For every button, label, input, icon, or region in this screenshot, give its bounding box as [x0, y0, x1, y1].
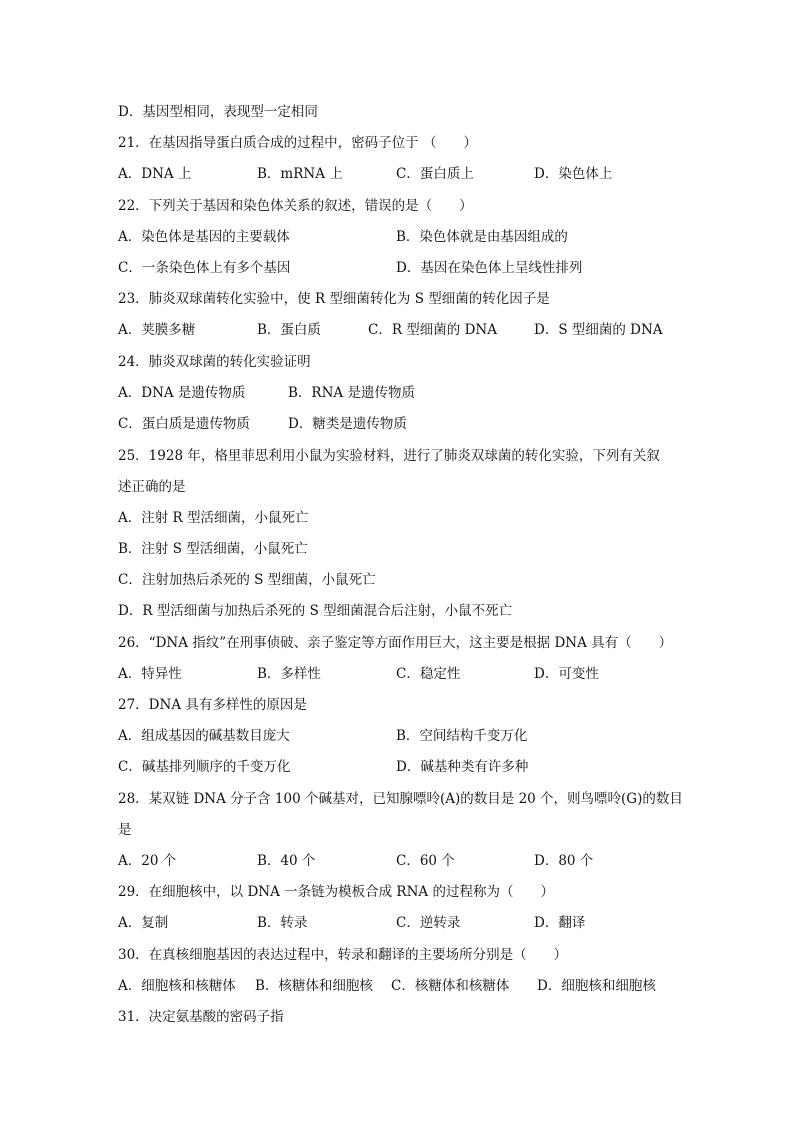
q29-stem: 29．在细胞核中，以 DNA 一条链为模板合成 RNA 的过程称为（ ） — [118, 884, 554, 900]
q25-stem-line2: 述正确的是 — [118, 479, 186, 495]
q23-option-c: C．R 型细菌的 DNA — [368, 322, 497, 338]
q28-option-a: A．20 个 — [118, 853, 177, 869]
q29-option-b: B．转录 — [257, 915, 308, 931]
q22-stem: 22．下列关于基因和染色体关系的叙述，错误的是（ ） — [118, 198, 473, 214]
q27-option-d: D．碱基种类有许多种 — [396, 759, 529, 775]
q29-option-d: D．翻译 — [534, 915, 586, 931]
q24-options-row2 — [118, 414, 518, 434]
q25-option-d: D．R 型活细菌与加热后杀死的 S 型细菌混合后注射，小鼠不死亡 — [118, 603, 513, 619]
q24-options-row1 — [118, 383, 518, 403]
q29-options — [118, 913, 678, 933]
q22-option-b: B．染色体就是由基因组成的 — [396, 229, 568, 245]
q28-option-c: C．60 个 — [396, 853, 455, 869]
q21-option-a: A．DNA 上 — [118, 166, 192, 182]
q22-option-d: D．基因在染色体上呈线性排列 — [396, 260, 583, 276]
q25-option-b: B．注射 S 型活细菌，小鼠死亡 — [118, 541, 308, 557]
q30-option-b: B．核糖体和细胞核 — [255, 978, 373, 994]
q28-stem-line1: 28．某双链 DNA 分子含 100 个碱基对，已知腺嘌呤(A)的数目是 20 个，则鸟嘌呤(G)的数目 — [118, 791, 683, 807]
q30-option-d: D．细胞核和细胞核 — [537, 978, 656, 994]
q27-options-row2 — [118, 757, 678, 777]
q28-stem-line2: 是 — [118, 822, 132, 838]
q21-option-c: C．蛋白质上 — [396, 166, 474, 182]
q27-option-a: A．组成基因的碱基数目庞大 — [118, 728, 290, 744]
q21-option-d: D．染色体上 — [534, 166, 613, 182]
q24-option-a: A．DNA 是遗传物质 — [118, 385, 246, 401]
q22-option-a: A．染色体是基因的主要载体 — [118, 229, 290, 245]
q26-option-b: B．多样性 — [257, 666, 321, 682]
q23-stem: 23．肺炎双球菌转化实验中，使 R 型细菌转化为 S 型细菌的转化因子是 — [118, 291, 550, 307]
q27-stem: 27．DNA 具有多样性的原因是 — [118, 697, 307, 713]
q26-stem: 26．“DNA 指纹”在刑事侦破、亲子鉴定等方面作用巨大，这主要是根据 DNA 具有（ ） — [118, 635, 673, 651]
q30-options — [118, 976, 678, 996]
q28-option-d: D．80 个 — [534, 853, 594, 869]
q30-stem: 30．在真核细胞基因的表达过程中，转录和翻译的主要场所分别是（ ） — [118, 947, 568, 963]
q26-options — [118, 664, 678, 684]
q25-option-c: C．注射加热后杀死的 S 型细菌，小鼠死亡 — [118, 572, 376, 588]
q30-option-c: C．核糖体和核糖体 — [391, 978, 510, 994]
q28-options — [118, 851, 678, 871]
q22-options-row1 — [118, 227, 678, 247]
q23-options — [118, 320, 678, 340]
q26-option-c: C．稳定性 — [396, 666, 461, 682]
q27-option-c: C．碱基排列顺序的千变万化 — [118, 759, 291, 775]
q21-stem: 21．在基因指导蛋白质合成的过程中，密码子位于 （ ） — [118, 135, 477, 151]
q27-options-row1 — [118, 726, 678, 746]
q22-option-c: C．一条染色体上有多个基因 — [118, 260, 291, 276]
q24-stem: 24．肺炎双球菌的转化实验证明 — [118, 354, 311, 370]
q30-option-a: A．细胞核和核糖体 — [118, 978, 236, 994]
q23-option-a: A．荚膜多糖 — [118, 322, 196, 338]
q27-option-b: B．空间结构千变万化 — [396, 728, 528, 744]
q24-option-b: B．RNA 是遗传物质 — [288, 385, 415, 401]
q22-options-row2 — [118, 258, 678, 278]
q26-option-d: D．可变性 — [534, 666, 599, 682]
q20-option-d: D．基因型相同，表现型一定相同 — [118, 104, 318, 120]
q25-option-a: A．注射 R 型活细菌，小鼠死亡 — [118, 510, 309, 526]
q31-stem: 31．决定氨基酸的密码子指 — [118, 1009, 284, 1025]
q29-option-a: A．复制 — [118, 915, 169, 931]
q23-option-b: B．蛋白质 — [257, 322, 321, 338]
q28-option-b: B．40 个 — [257, 853, 316, 869]
q25-stem-line1: 25．1928 年，格里菲思利用小鼠为实验材料，进行了肺炎双球菌的转化实验，下列有关叙 — [118, 448, 660, 464]
q24-option-d: D．糖类是遗传物质 — [288, 416, 407, 432]
q26-option-a: A．特异性 — [118, 666, 182, 682]
q21-option-b: B．mRNA 上 — [257, 166, 343, 182]
q23-option-d: D．S 型细菌的 DNA — [534, 322, 663, 338]
q29-option-c: C．逆转录 — [396, 915, 461, 931]
q21-options — [118, 164, 678, 184]
q24-option-c: C．蛋白质是遗传物质 — [118, 416, 250, 432]
